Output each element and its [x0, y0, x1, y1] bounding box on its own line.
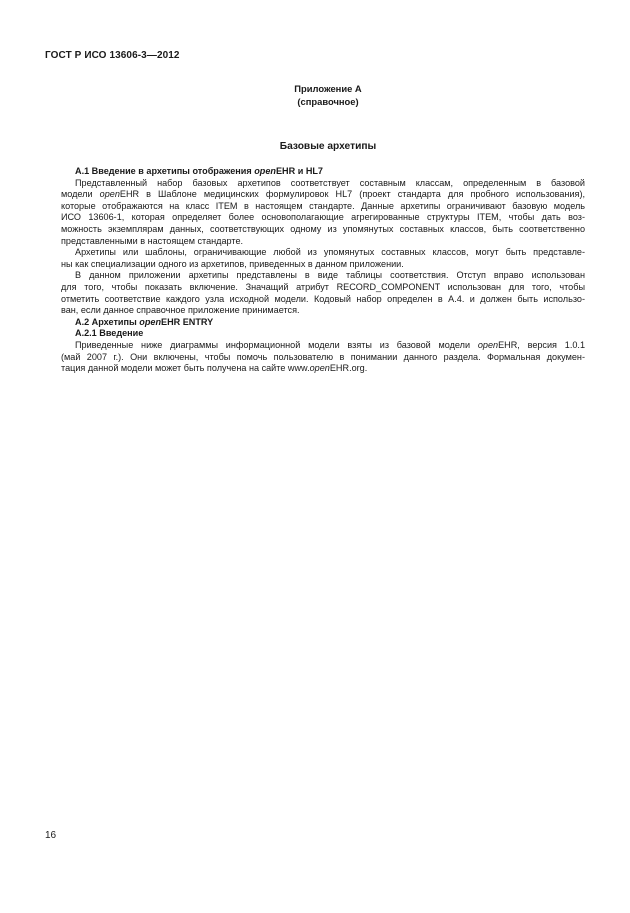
page-number: 16 — [45, 830, 57, 841]
paragraph-3 — [61, 270, 585, 316]
text-line: (май 2007 г.). Они включены, чтобы помочь пользователю в понимании данного раздела. Формальная докумен- — [61, 351, 585, 362]
text-line: Приведенные ниже диаграммы информационной модели взяты из базовой модели openEHR, версия 1.0.1 — [75, 339, 585, 350]
document-body — [61, 166, 585, 375]
text-line: отметить соответствие каждого узла исходной модели. Кодовый набор определен в А.4. и должен быть использо- — [61, 293, 585, 304]
text-line: В данном приложении архетипы представлены в виде таблицы соответствия. Отступ вправо использован — [75, 270, 585, 281]
text-line: представленными в настоящем стандарте. — [61, 235, 244, 246]
annex-status: (справочное) — [297, 96, 359, 107]
text-line: ван, если данное справочное приложение принимается. — [61, 305, 300, 316]
brand-prefix: open — [139, 316, 162, 327]
text-line: Архетипы или шаблоны, ограничивающие любой из упомянутых составных классов, могут быть представле- — [75, 247, 585, 258]
text-line: которые отображаются на класс ITEM в настоящем стандарте. Данные архетипы ограничивают базовую модель — [61, 200, 585, 211]
annex-heading — [0, 82, 630, 108]
paragraph-1 — [61, 178, 585, 248]
brand-prefix: open — [477, 339, 499, 350]
document-header: ГОСТ Р ИСО 13606-3—2012 — [45, 50, 180, 61]
section-title: Базовые архетипы — [279, 141, 377, 152]
brand-prefix: open — [309, 363, 330, 374]
brand-prefix: open — [99, 189, 120, 200]
text-line: Представленный набор базовых архетипов соответствует составным классам, определенным в базовой — [75, 177, 585, 188]
annex-title: Приложение А — [294, 83, 362, 94]
text-line: ИСО 13606-1, которая определяет более основополагающие агрегированные структуры ITEM, чтобы дать воз- — [61, 212, 585, 223]
brand-prefix: open — [254, 166, 276, 176]
heading-a1: А.1 Введение в архетипы отображения openEHR и HL7 — [75, 166, 323, 176]
text-line: ны как специализации одного из архетипов, приведенных в данном приложении. — [61, 258, 404, 269]
text-line: тация данной модели может быть получена на сайте www.openEHR.org. — [61, 363, 368, 374]
paragraph-2 — [61, 247, 585, 270]
heading-a2: А.2 Архетипы openEHR ENTRY — [75, 316, 214, 327]
text-line: можность экземплярам данных, соответствующих одному из упомянутых составных классов, быть соответственно — [61, 223, 585, 234]
paragraph-4 — [61, 340, 585, 375]
text-line: для того, чтобы показать включение. Значащий атрибут RECORD_COMPONENT использован для того, чтобы — [61, 281, 585, 292]
heading-a2-1: А.2.1 Введение — [75, 328, 144, 339]
text-line: модели openEHR в Шаблоне медицинских формулировок HL7 (проект стандарта для пробного использования), — [61, 189, 585, 200]
